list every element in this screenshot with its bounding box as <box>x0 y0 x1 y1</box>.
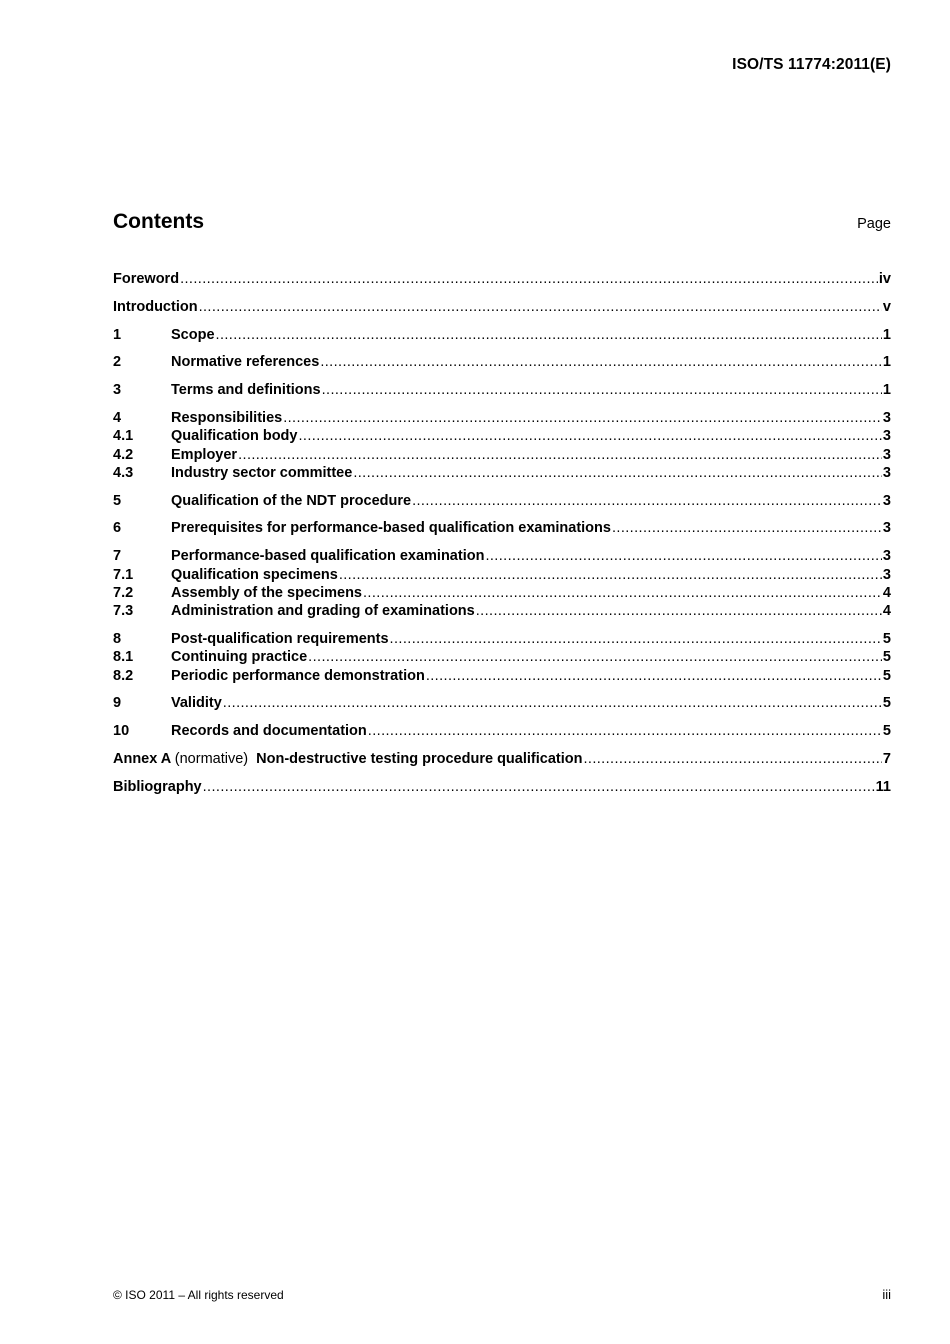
toc-entry-number: 6 <box>113 520 122 537</box>
page-column-label: Page <box>857 216 891 232</box>
toc-entry-page: 3 <box>882 520 891 537</box>
toc-leader-dots <box>223 694 882 712</box>
toc-leader-dots <box>308 648 882 666</box>
toc-entry-prerequisites[interactable] <box>113 519 891 537</box>
toc-entry-title: Industry sector committee <box>171 464 353 481</box>
toc-entry-title: Assembly of the specimens <box>171 584 362 601</box>
toc-leader-dots <box>412 492 882 510</box>
toc-entry-number: 3 <box>113 382 122 399</box>
footer-page-number: iii <box>882 1287 891 1302</box>
toc-entry-bibliography[interactable] <box>113 778 891 796</box>
toc-entry-number: 1 <box>113 326 122 343</box>
toc-entry-scope[interactable] <box>113 326 891 344</box>
toc-entry-number: 8 <box>113 630 122 647</box>
toc-entry-introduction[interactable] <box>113 298 891 316</box>
toc-entry-title: Terms and definitions <box>171 382 321 399</box>
toc-entry-page: 5 <box>882 630 891 647</box>
toc-entry-page: 5 <box>882 723 891 740</box>
toc-entry-page: 4 <box>882 603 891 620</box>
toc-entry-page: 3 <box>882 464 891 481</box>
toc-entry-number: 10 <box>113 723 130 740</box>
toc-entry-qualification-of-ndt-procedure[interactable] <box>113 492 891 510</box>
toc-entry-title: Non-destructive testing procedure qualification <box>256 750 583 767</box>
toc-leader-dots <box>485 547 881 565</box>
toc-entry-page: 3 <box>882 428 891 445</box>
toc-entry-number: 5 <box>113 492 122 509</box>
toc-entry-title: Qualification body <box>171 428 298 445</box>
toc-entry-page: iv <box>878 271 891 287</box>
toc-entry-page: 11 <box>875 778 891 795</box>
toc-entry-annex-a[interactable] <box>113 750 891 768</box>
toc-entry-title: Responsibilities <box>171 409 283 426</box>
toc-entry-page: 5 <box>882 649 891 666</box>
toc-entry-normative-references[interactable] <box>113 353 891 371</box>
toc-leader-dots <box>368 722 882 740</box>
toc-annex-label: Annex A <box>113 750 171 767</box>
toc-entry-title: Records and documentation <box>171 723 367 740</box>
toc-leader-dots <box>298 427 881 445</box>
toc-annex-type: (normative) <box>174 750 249 767</box>
toc-entry-terms-and-definitions[interactable] <box>113 381 891 399</box>
toc-entry-number: 7.3 <box>113 603 134 620</box>
toc-leader-dots <box>612 519 882 537</box>
toc-entry-number: 7 <box>113 548 122 565</box>
toc-entry-title: Foreword <box>113 271 180 287</box>
toc-entry-page: 5 <box>882 695 891 712</box>
toc-leader-dots <box>180 270 878 288</box>
toc-entry-number: 7.2 <box>113 584 134 601</box>
toc-entry-page: 1 <box>882 326 891 343</box>
toc-entry-number: 2 <box>113 354 122 371</box>
toc-entry-number: 4.3 <box>113 464 134 481</box>
toc-entry-page: v <box>882 298 891 315</box>
toc-entry-title: Post-qualification requirements <box>171 630 389 647</box>
toc-leader-dots <box>320 353 882 371</box>
toc-entry-page: 3 <box>882 548 891 565</box>
toc-entry-page: 7 <box>882 750 891 767</box>
toc-entry-qualification-specimens[interactable] <box>113 566 891 584</box>
toc-entry-assembly-of-specimens[interactable] <box>113 584 891 602</box>
toc-entry-administration-and-grading[interactable] <box>113 602 891 620</box>
toc-entry-title: Bibliography <box>113 778 202 795</box>
toc-entry-page: 3 <box>882 492 891 509</box>
toc-entry-title: Performance-based qualification examination <box>171 548 485 565</box>
document-id: ISO/TS 11774:2011(E) <box>732 56 891 73</box>
table-of-contents <box>113 270 891 796</box>
contents-header <box>113 210 891 238</box>
toc-entry-number: 7.1 <box>113 566 134 583</box>
toc-entry-title: Prerequisites for performance-based qualification examinations <box>171 520 611 537</box>
toc-entry-page: 1 <box>882 354 891 371</box>
toc-entry-performance-based-examination[interactable] <box>113 547 891 565</box>
toc-leader-dots <box>353 464 882 482</box>
toc-entry-post-qualification-requirements[interactable] <box>113 630 891 648</box>
toc-entry-title: Administration and grading of examinations <box>171 603 475 620</box>
toc-entry-responsibilities[interactable] <box>113 409 891 427</box>
toc-entry-employer[interactable] <box>113 446 891 464</box>
toc-entry-qualification-body[interactable] <box>113 427 891 445</box>
toc-entry-records-and-documentation[interactable] <box>113 722 891 740</box>
toc-entry-industry-sector-committee[interactable] <box>113 464 891 482</box>
toc-entry-page: 4 <box>882 584 891 601</box>
toc-leader-dots <box>476 602 882 620</box>
toc-entry-title: Scope <box>171 326 215 343</box>
toc-entry-title: Periodic performance demonstration <box>171 667 425 684</box>
toc-entry-page: 1 <box>882 382 891 399</box>
toc-entry-title: Normative references <box>171 354 320 371</box>
footer-copyright: © ISO 2011 – All rights reserved <box>113 1288 284 1302</box>
toc-leader-dots <box>390 630 882 648</box>
toc-leader-dots <box>216 326 882 344</box>
toc-leader-dots <box>238 446 882 464</box>
toc-entry-title: Employer <box>171 446 238 463</box>
toc-entry-title: Introduction <box>113 298 198 315</box>
toc-entry-title: Continuing practice <box>171 649 308 666</box>
toc-leader-dots <box>203 778 875 796</box>
toc-entry-validity[interactable] <box>113 694 891 712</box>
contents-title: Contents <box>113 210 204 233</box>
toc-entry-foreword[interactable] <box>113 270 891 288</box>
toc-leader-dots <box>283 409 882 427</box>
toc-entry-continuing-practice[interactable] <box>113 648 891 666</box>
toc-entry-title: Qualification specimens <box>171 566 338 583</box>
toc-entry-title: Validity <box>171 695 222 712</box>
toc-entry-page: 3 <box>882 566 891 583</box>
toc-entry-number: 4.2 <box>113 446 134 463</box>
toc-leader-dots <box>363 584 882 602</box>
toc-entry-number: 9 <box>113 695 122 712</box>
toc-entry-page: 3 <box>882 409 891 426</box>
toc-entry-page: 5 <box>882 667 891 684</box>
toc-leader-dots <box>426 667 882 685</box>
toc-entry-page: 3 <box>882 446 891 463</box>
toc-entry-number: 8.2 <box>113 667 134 684</box>
toc-annex-heading <box>113 750 582 768</box>
toc-entry-title: Qualification of the NDT procedure <box>171 492 412 509</box>
toc-leader-dots <box>583 750 881 768</box>
toc-leader-dots <box>199 298 882 316</box>
toc-leader-dots <box>322 381 882 399</box>
toc-entry-number: 8.1 <box>113 649 134 666</box>
toc-entry-number: 4.1 <box>113 428 134 445</box>
toc-entry-periodic-performance-demonstration[interactable] <box>113 667 891 685</box>
toc-leader-dots <box>339 566 882 584</box>
toc-entry-number: 4 <box>113 409 122 426</box>
